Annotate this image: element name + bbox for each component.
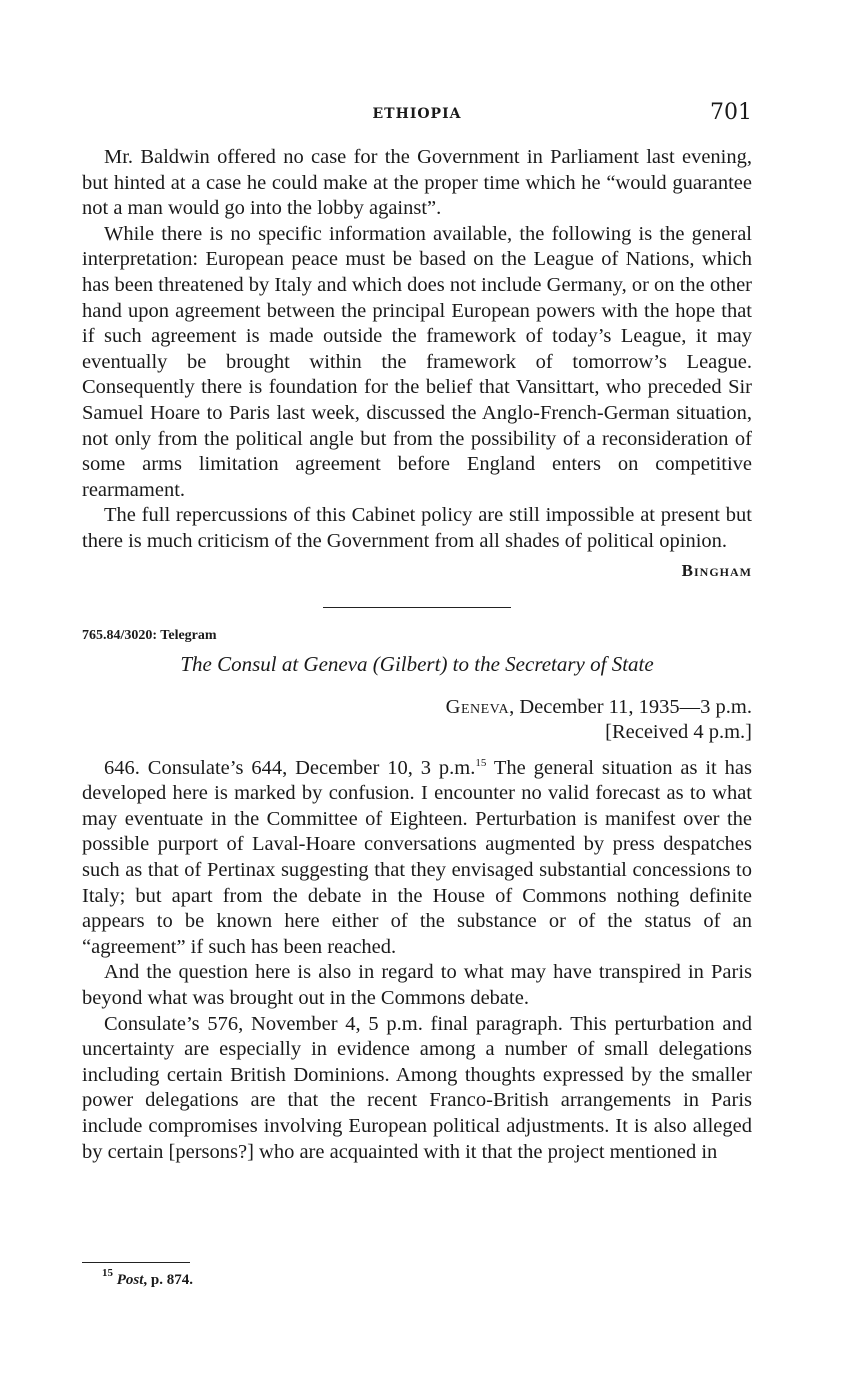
received-note: [Received 4 p.m.] — [605, 721, 752, 744]
paragraph: And the question here is also in regard to what may have transpired in Paris beyond what was brought out in the Commons debate. — [82, 961, 752, 1010]
running-head: ETHIOPIA — [372, 106, 462, 122]
footnote-divider — [82, 1262, 190, 1263]
dateline-city: Geneva — [445, 695, 510, 718]
paragraph: Consulate’s 576, November 4, 5 p.m. final paragraph. This perturbation and uncertainty are especially in evidence among a number of small delegations including certain British Dominions. Among thoughts expressed by the smaller power delegations are that the recent Franco-British arrangements in Paris include compromises involving European political adjustments. It is also alleged by certain [persons?] who are acquainted with it that the project mentioned in — [82, 1012, 752, 1163]
file-reference: 765.84/3020: Telegram — [82, 627, 217, 643]
dateline-date: , December 11, 1935—3 p.m. — [509, 695, 752, 718]
paragraph: While there is no specific information available, the following is the general interpretation: European peace must be based on the League of Nations, which has been threatened by Italy and which does not include Germany, or on the other hand upon agreement between the principal European powers with the hope that if such agreement is made outside the framework of today’s League, it may eventually be brought within the framework of tomorrow’s League. Consequently there is foundation for the belief that Vansittart, who preceded Sir Samuel Hoare to Paris last week, discussed the Anglo-French-German situation, not only from the political angle but from the possibility of a reconsideration of some arms limitation agreement before England enters on competitive rearmament. — [82, 222, 752, 501]
footnote-ref-italic: Post — [116, 1272, 144, 1288]
footnote-marker: 15 — [475, 756, 487, 769]
paragraph-start: 646. Consulate’s 644, December 10, 3 p.m. — [104, 756, 476, 779]
paragraph: Mr. Baldwin offered no case for the Government in Parliament last evening, but hinted at a case he could make at the proper time which he “would guarantee not a man would go into the lobby against”. — [82, 146, 752, 220]
paragraph-rest: The general situation as it has developed here is marked by confusion. I encounter no valid forecast as to what may eventuate in the Committee of Eighteen. Perturbation is manifest over the possible purport of Laval-Hoare conversations augmented by press despatches such as that of Pertinax suggesting that they envisaged substantial concessions to Italy; but apart from the debate in the House of Commons nothing definite appears to be known here either of the substance or of the status of an “agreement” if such has been reached. — [82, 756, 752, 958]
paragraph: The full repercussions of this Cabinet policy are still impossible at present but there is much criticism of the Government from all shades of political opinion. — [82, 504, 752, 552]
document-title: The Consul at Geneva (Gilbert) to the Secretary of State — [180, 651, 654, 676]
paragraph — [82, 756, 752, 961]
section-divider — [323, 607, 511, 608]
page-number: 701 — [710, 100, 752, 125]
dateline — [82, 695, 752, 721]
footnote-ref: , p. 874. — [143, 1272, 194, 1288]
signature: Bingham — [681, 560, 752, 580]
footnote-number: 15 — [102, 1267, 113, 1279]
page-body — [82, 145, 752, 1165]
footnote — [102, 1267, 194, 1289]
page-header — [82, 100, 752, 132]
